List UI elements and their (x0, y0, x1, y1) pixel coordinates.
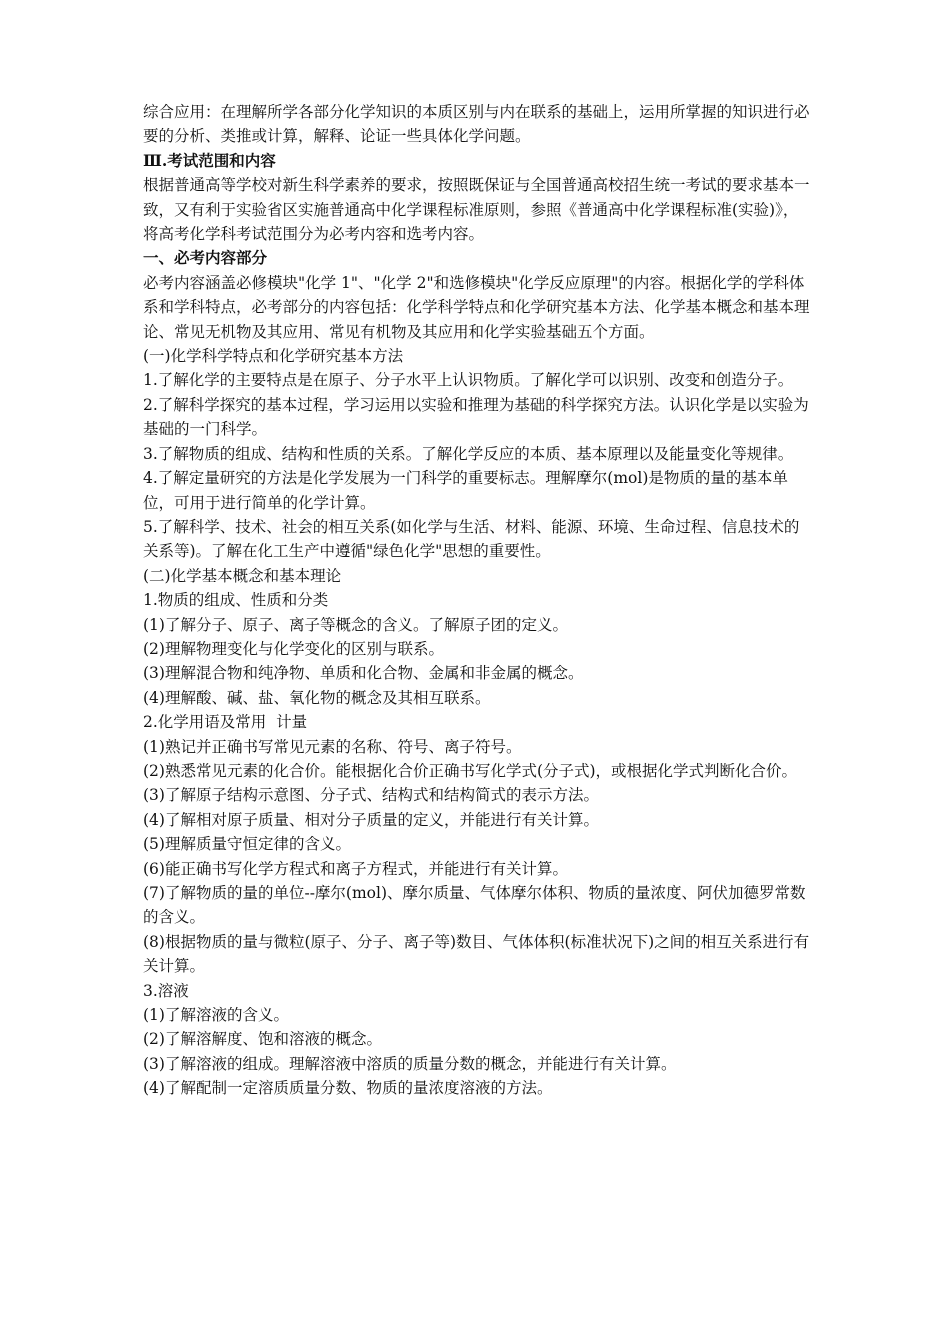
document-body (143, 100, 811, 1101)
list-item: (6)能正确书写化学方程式和离子方程式，并能进行有关计算。 (143, 859, 568, 878)
list-item: (1)熟记并正确书写常见元素的名称、符号、离子符号。 (143, 737, 522, 756)
list-item: 2.了解科学探究的基本过程，学习运用以实验和推理为基础的科学探究方法。认识化学是以实验为基础的一门科学。 (143, 395, 809, 439)
list-item: (4)了解配制一定溶质质量分数、物质的量浓度溶液的方法。 (143, 1079, 553, 1098)
list-item: (7)了解物质的量的单位--摩尔(mol)、摩尔质量、气体摩尔体积、物质的量浓度、阿伏加德罗常数的含义。 (143, 884, 806, 927)
list-item: (1)了解分子、原子、离子等概念的含义。了解原子团的定义。 (143, 615, 568, 634)
section-heading-scope: Ⅲ.考试范围和内容 (143, 150, 276, 170)
list-item: 1.了解化学的主要特点是在原子、分子水平上认识物质。了解化学可以识别、改变和创造分子。 (143, 371, 794, 390)
list-item: (3)理解混合物和纯净物、单质和化合物、金属和非金属的概念。 (143, 664, 584, 683)
list-item: (2)了解溶解度、饱和溶液的概念。 (143, 1030, 382, 1049)
list-item: 4.了解定量研究的方法是化学发展为一门科学的重要标志。理解摩尔(mol)是物质的量的基本单位，可用于进行简单的化学计算。 (143, 469, 788, 512)
list-item: (8)根据物质的量与微粒(原子、分子、离子等)数目、气体体积(标准状况下)之间的相互关系进行有关计算。 (143, 932, 810, 976)
paragraph-required-intro: 必考内容涵盖必修模块"化学 1"、"化学 2"和选修模块"化学反应原理"的内容。根据化学的学科体系和学科特点，必考部分的内容包括：化学科学特点和化学研究基本方法、化学基本概念和基本理论、常见无机物及其应用、常见有机物及其应用和化学实验基础五个方面。 (143, 273, 810, 341)
list-item: (3)了解溶液的组成。理解溶液中溶质的质量分数的概念，并能进行有关计算。 (143, 1054, 677, 1073)
topic-heading: 1.物质的组成、性质和分类 (143, 591, 329, 610)
list-item: (2)熟悉常见元素的化合价。能根据化合价正确书写化学式(分子式)，或根据化学式判断化合价。 (143, 761, 798, 780)
list-item: (2)理解物理变化与化学变化的区别与联系。 (143, 639, 444, 658)
list-item: (4)了解相对原子质量、相对分子质量的定义，并能进行有关计算。 (143, 810, 599, 829)
list-item: (5)理解质量守恒定律的含义。 (143, 835, 351, 854)
list-item: (1)了解溶液的含义。 (143, 1006, 289, 1025)
paragraph-comprehensive-application: 综合应用：在理解所学各部分化学知识的本质区别与内在联系的基础上，运用所掌握的知识进行必要的分析、类推或计算，解释、论证一些具体化学问题。 (143, 103, 810, 146)
topic-heading: 3.溶液 (143, 981, 189, 1000)
list-item: (3)了解原子结构示意图、分子式、结构式和结构简式的表示方法。 (143, 786, 599, 805)
subsection-heading-2: (二)化学基本概念和基本理论 (143, 566, 342, 585)
topic-heading: 2.化学用语及常用 计量 (143, 713, 308, 732)
list-item: 3.了解物质的组成、结构和性质的关系。了解化学反应的本质、基本原理以及能量变化等规律。 (143, 444, 794, 463)
subsection-heading-1: (一)化学科学特点和化学研究基本方法 (143, 347, 404, 366)
paragraph-scope-intro: 根据普通高等学校对新生科学素养的要求，按照既保证与全国普通高校招生统一考试的要求基本一致，又有利于实验省区实施普通高中化学课程标准原则，参照《普通高中化学课程标准(实验)》，将高考化学科考试范围分为必考内容和选考内容。 (143, 176, 810, 244)
list-item: 5.了解科学、技术、社会的相互关系(如化学与生活、材料、能源、环境、生命过程、信息技术的关系等)。了解在化工生产中遵循"绿色化学"思想的重要性。 (143, 517, 800, 561)
list-item: (4)理解酸、碱、盐、氧化物的概念及其相互联系。 (143, 688, 491, 707)
section-heading-required: 一、必考内容部分 (143, 248, 268, 268)
